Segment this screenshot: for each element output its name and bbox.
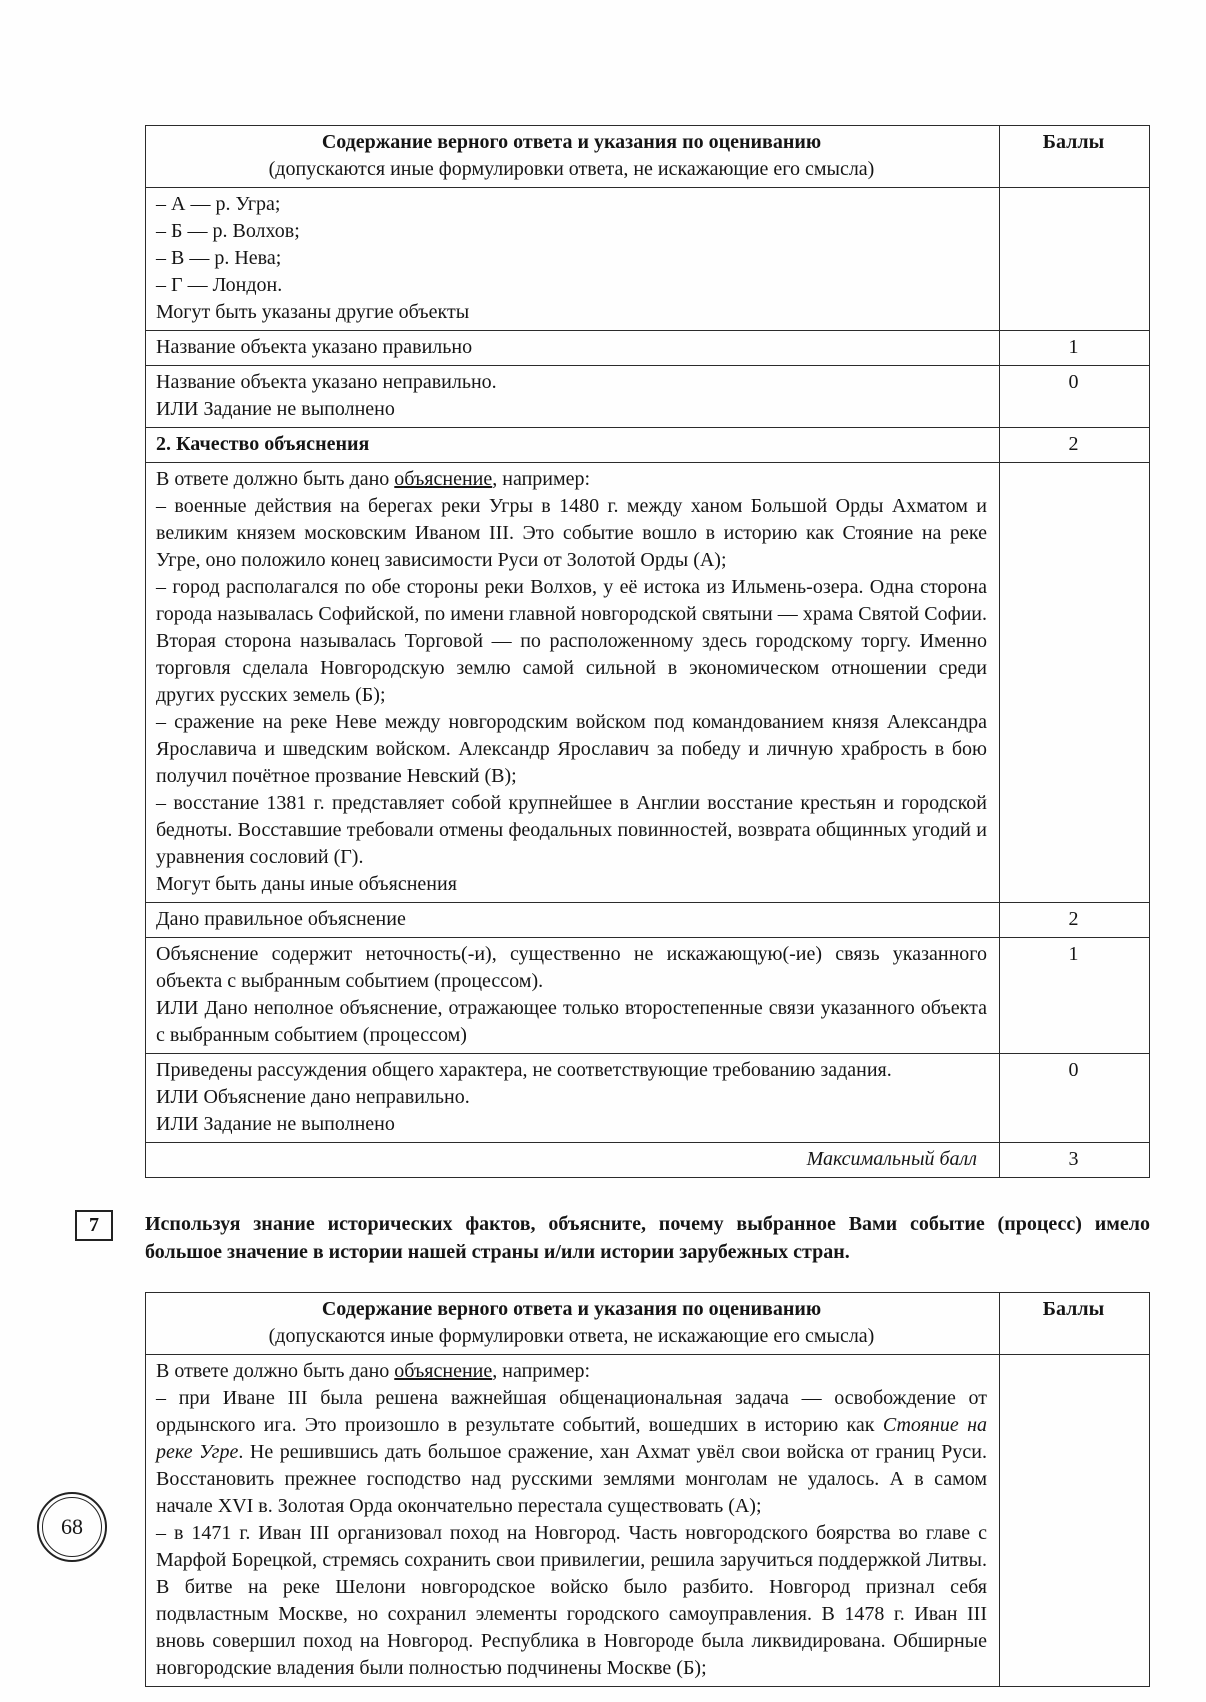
- explanation-item-b: – в 1471 г. Иван III организовал поход на Новгород. Часть новгородского боярства во главе с Марфой Борецкой, стремясь сохранить свои привилегии, решила заручиться поддержкой Литвы. В битве на реке Шелони новгородское войско было разбито. Новгород признал себя подвластным Москве, но сохранил элементы городского самоуправления. В 1478 г. Иван III вновь совершил поход на Новгород. Республика в Новгороде была ликвидирована. Обширные новгородские владения были полностью подчинены Москве (Б);: [156, 1522, 987, 1679]
- explanation-note: Могут быть даны иные объяснения: [156, 873, 457, 895]
- table1-header-score: Баллы: [1000, 126, 1150, 188]
- table-row: [146, 188, 1150, 331]
- criterion-text: ИЛИ Задание не выполнено: [156, 398, 395, 420]
- max-score-label: Максимальный балл: [146, 1143, 1000, 1178]
- objects-note: Могут быть указаны другие объекты: [156, 301, 470, 323]
- table-row: [146, 1355, 1150, 1687]
- criterion-text: ИЛИ Дано неполное объяснение, отражающее только второстепенные связи указанного объекта с выбранным событием (процессом): [156, 997, 987, 1046]
- explanation-item-g: – восстание 1381 г. представляет собой крупнейшее в Англии восстание крестьян и городской бедноты. Восставшие требовали отмены феодальных повинностей, возврата общинных угодий и уравнения сословий (Г).: [156, 792, 987, 868]
- table-row: [146, 428, 1150, 463]
- table-row: [146, 463, 1150, 903]
- criterion-text: Объяснение содержит неточность(-и), существенно не искажающую(-ие) связь указанного объекта с выбранным событием (процессом).: [156, 943, 987, 992]
- scoring-table-1: [145, 125, 1150, 1178]
- explanation-intro: [156, 466, 987, 493]
- explanation-item-b: – город располагался по обе стороны реки Волхов, у её истока из Ильмень-озера. Одна сторона города называлась Софийской, по имени главной новгородской святыни — храма Святой Софии. Вторая сторона называлась Торговой — по расположенному здесь городскому торгу. Именно торговля сделала Новгородскую землю самой сильной в экономическом отношении среди других русских земель (Б);: [156, 576, 987, 706]
- table2-header-subtitle: (допускаются иные формулировки ответа, не искажающие его смысла): [268, 1325, 875, 1347]
- intro-underlined: объяснение: [394, 468, 493, 490]
- score-cell: [1000, 463, 1150, 903]
- item-a-pre: – при Иване III была решена важнейшая общенациональная задача — освобождение от ордынского ига. Это произошло в результате событий, вошедших в историю как: [156, 1387, 987, 1436]
- table2-explanation-cell: [146, 1355, 1000, 1687]
- max-score-value: 3: [1000, 1143, 1150, 1178]
- score-cell: [1000, 188, 1150, 331]
- item-a-post: . Не решившись дать большое сражение, хан Ахмат увёл свои войска от границ Руси. Восстановить прежнее господство над русскими землями монголам не удалось. А в самом начале XVI в. Золотая Орда окончательно перестала существовать (А);: [156, 1441, 987, 1517]
- table-row: [146, 938, 1150, 1054]
- table1-header-title: Содержание верного ответа и указания по оцениванию: [321, 131, 822, 153]
- criterion-text: Дано правильное объяснение: [156, 908, 406, 930]
- table-row: [146, 331, 1150, 366]
- table-row: [146, 903, 1150, 938]
- criterion-text: ИЛИ Объяснение дано неправильно.: [156, 1086, 470, 1108]
- table1-explanation-cell: [146, 463, 1000, 903]
- score-cell: 2: [1000, 428, 1150, 463]
- table2-header-title: Содержание верного ответа и указания по оцениванию: [321, 1298, 822, 1320]
- table-row: [146, 366, 1150, 428]
- table2-header-score: Баллы: [1000, 1293, 1150, 1355]
- criterion-text: Приведены рассуждения общего характера, не соответствующие требованию задания.: [156, 1059, 892, 1081]
- explanation-item-a: – военные действия на берегах реки Угры в 1480 г. между ханом Большой Орды Ахматом и великим князем московским Иваном III. Это событие вошло в историю как Стояние на реке Угре, оно положило конец зависимости Руси от Золотой Орды (А);: [156, 495, 987, 571]
- table1-correct-expl-cell: [146, 903, 1000, 938]
- explanation-intro: [156, 1358, 987, 1385]
- intro-post: , например:: [492, 468, 591, 490]
- table1-partial-expl-cell: [146, 938, 1000, 1054]
- table1-objects-cell: [146, 188, 1000, 331]
- criterion-text: ИЛИ Задание не выполнено: [156, 1113, 395, 1135]
- table1-header-content: [146, 126, 1000, 188]
- table-row: [146, 1054, 1150, 1143]
- explanation-item-v: – сражение на реке Неве между новгородским войском под командованием князя Александра Ярославича и шведским войском. Александр Ярославич за победу и личную храбрость в бою получил почётное прозвание Невский (В);: [156, 711, 987, 787]
- object-line-a: – А — р. Угра;: [156, 193, 281, 215]
- explanation-item-a: [156, 1385, 987, 1520]
- intro-pre: В ответе должно быть дано: [156, 468, 395, 490]
- intro-underlined: объяснение: [394, 1360, 493, 1382]
- section-title: 2. Качество объяснения: [156, 433, 370, 455]
- object-line-v: – В — р. Нева;: [156, 247, 282, 269]
- page-number: 68: [42, 1497, 102, 1557]
- score-cell: 0: [1000, 366, 1150, 428]
- table1-wrong-expl-cell: [146, 1054, 1000, 1143]
- question-7: [0, 1210, 1206, 1266]
- intro-post: , например:: [492, 1360, 591, 1382]
- table1-name-incorrect-cell: [146, 366, 1000, 428]
- criterion-text: Название объекта указано правильно: [156, 336, 473, 358]
- score-cell: 2: [1000, 903, 1150, 938]
- score-cell: 1: [1000, 331, 1150, 366]
- object-line-b: – Б — р. Волхов;: [156, 220, 300, 242]
- table1-header-subtitle: (допускаются иные формулировки ответа, не искажающие его смысла): [268, 158, 875, 180]
- intro-pre: В ответе должно быть дано: [156, 1360, 395, 1382]
- score-cell: 0: [1000, 1054, 1150, 1143]
- object-line-g: – Г — Лондон.: [156, 274, 283, 296]
- table-row: [146, 1293, 1150, 1355]
- table1-name-correct-cell: [146, 331, 1000, 366]
- table2-header-content: [146, 1293, 1000, 1355]
- table-row: [146, 1143, 1150, 1178]
- score-cell: [1000, 1355, 1150, 1687]
- scoring-table-2: [145, 1292, 1150, 1687]
- table1-quality-section-cell: [146, 428, 1000, 463]
- question-text: Используя знание исторических фактов, объясните, почему выбранное Вами событие (процесс) имело большое значение в истории нашей страны и/или истории зарубежных стран.: [145, 1213, 1150, 1263]
- score-cell: 1: [1000, 938, 1150, 1054]
- page-number-badge: [37, 1492, 107, 1562]
- item-a-italic: Стояние на реке Угре: [156, 1414, 987, 1463]
- criterion-text: Название объекта указано неправильно.: [156, 371, 497, 393]
- question-number-box: 7: [75, 1210, 113, 1241]
- table-row: [146, 126, 1150, 188]
